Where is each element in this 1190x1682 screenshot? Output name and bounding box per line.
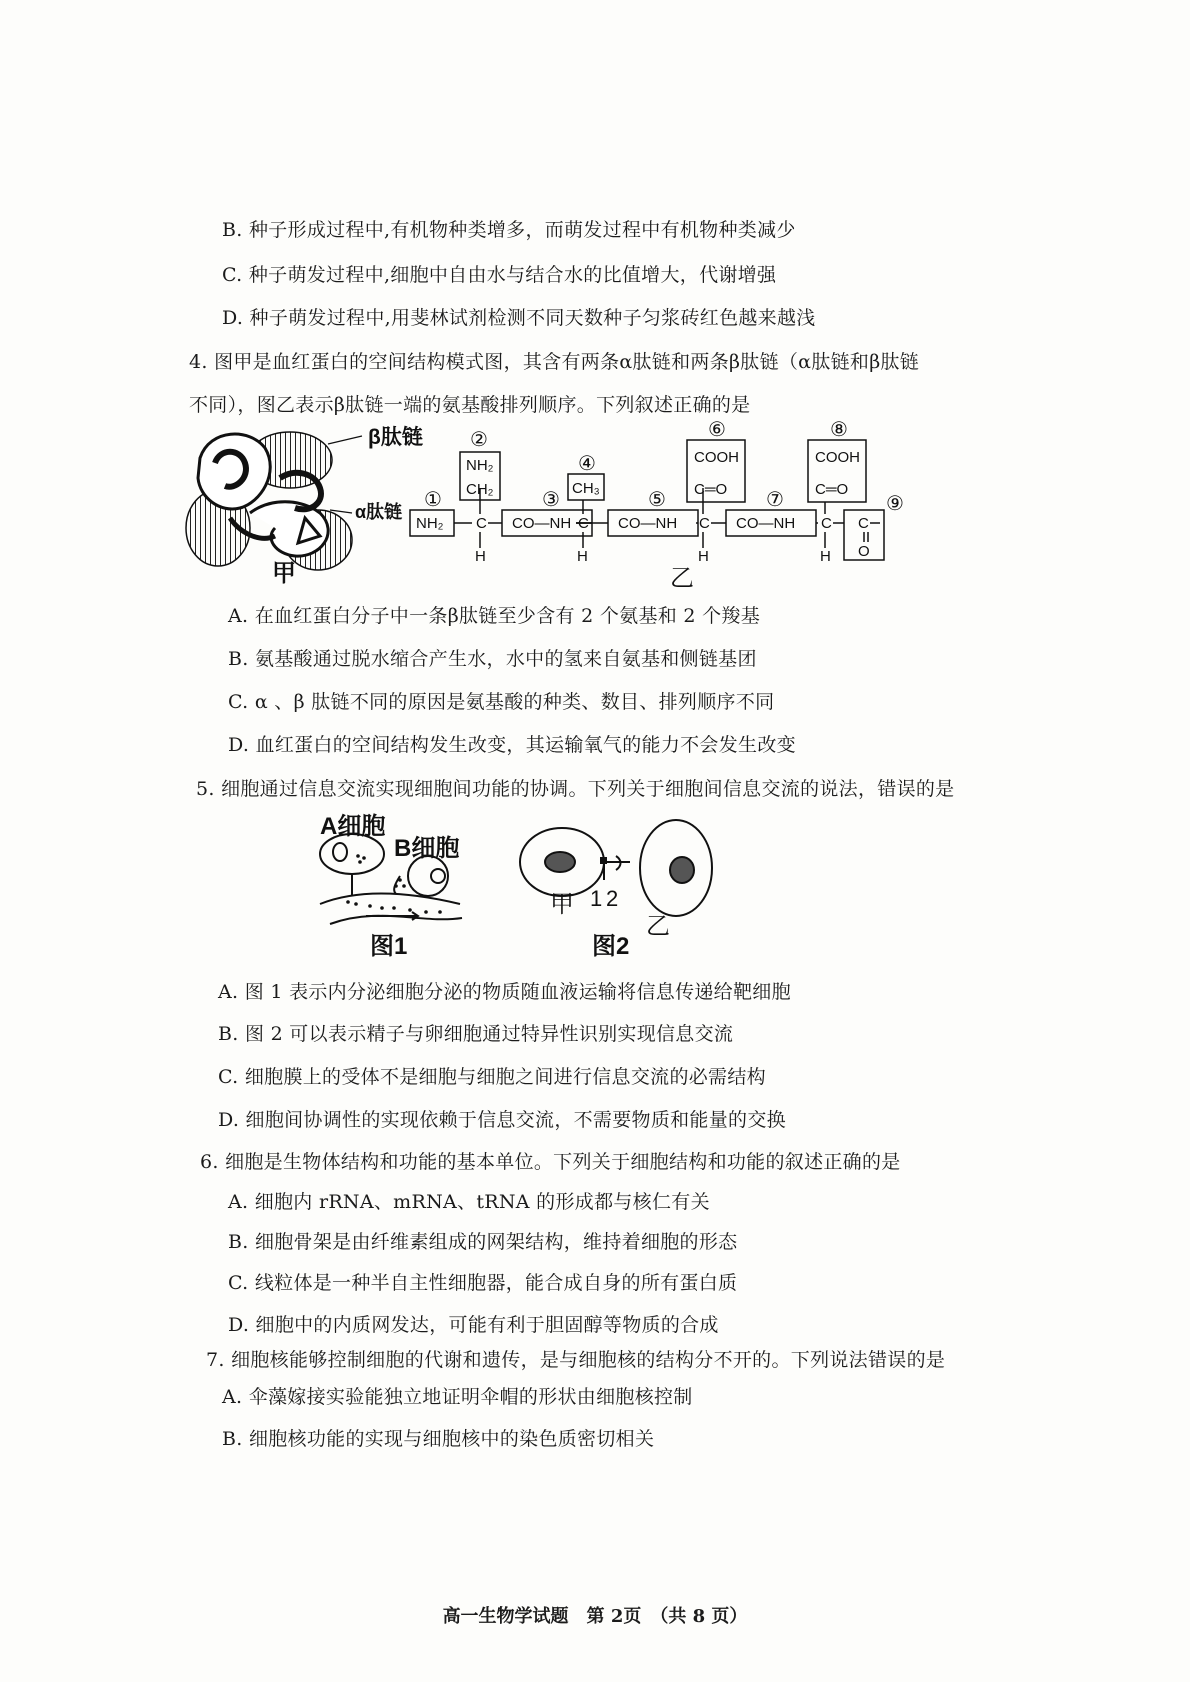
- marker-5: ⑤: [648, 489, 666, 511]
- marker-8: ⑧: [830, 419, 848, 441]
- peptide-bond-1: CO—NH: [512, 515, 572, 532]
- marker-9: ⑨: [886, 493, 904, 515]
- peptide-bond-2: CO—NH: [618, 515, 678, 532]
- marker-3: ③: [542, 489, 560, 511]
- q5-option-a: A. 图 1 表示内分泌细胞分泌的物质随血液运输将信息传递给靶细胞: [218, 981, 791, 1003]
- hydrogen-4: H: [820, 548, 831, 565]
- q4-option-b: B. 氨基酸通过脱水缩合产生水，水中的氢来自氨基和侧链基团: [228, 648, 757, 670]
- side-c-eq-o-2: C═O: [815, 481, 849, 498]
- q4-option-a: A. 在血红蛋白分子中一条β肽链至少含有 2 个氨基和 2 个羧基: [228, 605, 761, 627]
- hydrogen-2: H: [577, 548, 588, 565]
- hydrogen-3: H: [698, 548, 709, 565]
- q4-option-c: C. α 、β 肽链不同的原因是氨基酸的种类、数目、排列顺序不同: [228, 691, 775, 713]
- hydrogen-1: H: [475, 548, 486, 565]
- side-nh2: NH₂: [466, 457, 494, 474]
- alpha-carbon-3: C: [699, 515, 710, 532]
- fig2-jia-label: 甲: [550, 891, 574, 918]
- figure-jia-label: 甲: [272, 560, 296, 587]
- q6-option-a: A. 细胞内 rRNA、mRNA、tRNA 的形成都与核仁有关: [228, 1191, 710, 1213]
- peptide-bond-3: CO—NH: [736, 515, 796, 532]
- b-cell-label: B细胞: [394, 835, 460, 862]
- fig2-label-2: 2: [606, 886, 619, 911]
- q5-figure: [300, 806, 760, 976]
- alpha-carbon-4: C: [821, 515, 832, 532]
- figure2-label: 图2: [592, 933, 630, 960]
- marker-6: ⑥: [708, 419, 726, 441]
- q4-stem-line1: 4. 图甲是血红蛋白的空间结构模式图，其含有两条α肽链和两条β肽链（α肽链和β肽链: [189, 351, 920, 373]
- side-c-eq-o-1: C═O: [694, 481, 728, 498]
- beta-chain-label: β肽链: [368, 426, 423, 449]
- q7-option-b: B. 细胞核功能的实现与细胞核中的染色质密切相关: [222, 1428, 655, 1450]
- side-cooh-2: COOH: [815, 449, 860, 466]
- figure1-label: 图1: [370, 933, 408, 960]
- q6-option-d: D. 细胞中的内质网发达，可能有利于胆固醇等物质的合成: [228, 1314, 719, 1336]
- nh2-group: NH₂: [416, 515, 444, 532]
- q5-option-b: B. 图 2 可以表示精子与卵细胞通过特异性识别实现信息交流: [218, 1023, 734, 1045]
- q5-stem: 5. 细胞通过信息交流实现细胞间功能的协调。下列关于细胞间信息交流的说法，错误的是: [196, 778, 955, 800]
- a-cell-label: A细胞: [320, 813, 386, 840]
- carboxyl-oxygen: O: [858, 543, 870, 560]
- q3-option-d: D. 种子萌发过程中,用斐林试剂检测不同天数种子匀浆砖红色越来越浅: [222, 307, 816, 329]
- alpha-carbon-1: C: [476, 515, 487, 532]
- side-ch3: CH₃: [572, 480, 600, 497]
- q3-option-b: B. 种子形成过程中,有机物种类增多，而萌发过程中有机物种类减少: [222, 219, 796, 241]
- q5-option-d: D. 细胞间协调性的实现依赖于信息交流，不需要物质和能量的交换: [218, 1109, 786, 1131]
- q4-figure: [180, 418, 1120, 600]
- marker-4: ④: [578, 453, 596, 475]
- alpha-carbon-2: C: [578, 515, 589, 532]
- hemoglobin-diagram: [186, 432, 362, 570]
- q3-option-c: C. 种子萌发过程中,细胞中自由水与结合水的比值增大，代谢增强: [222, 264, 777, 286]
- carboxyl-carbon: C: [858, 515, 869, 532]
- marker-7: ⑦: [766, 489, 784, 511]
- side-ch2: CH₂: [466, 481, 494, 498]
- side-cooh-1: COOH: [694, 449, 739, 466]
- q4-stem-line2: 不同），图乙表示β肽链一端的氨基酸排列顺序。下列叙述正确的是: [189, 394, 751, 416]
- q4-option-d: D. 血红蛋白的空间结构发生改变，其运输氧气的能力不会发生改变: [228, 734, 796, 756]
- page-footer: 高一生物学试题 第 2页 （共 8 页）: [442, 1606, 748, 1627]
- marker-2: ②: [470, 429, 488, 451]
- q7-option-a: A. 伞藻嫁接实验能独立地证明伞帽的形状由细胞核控制: [222, 1386, 693, 1408]
- fig2-yi-label: 乙: [646, 913, 670, 940]
- marker-1: ①: [424, 489, 442, 511]
- q7-stem: 7. 细胞核能够控制细胞的代谢和遗传，是与细胞核的结构分不开的。下列说法错误的是: [206, 1349, 946, 1371]
- alpha-chain-label: α肽链: [355, 502, 403, 522]
- q5-option-c: C. 细胞膜上的受体不是细胞与细胞之间进行信息交流的必需结构: [218, 1066, 766, 1088]
- q6-stem: 6. 细胞是生物体结构和功能的基本单位。下列关于细胞结构和功能的叙述正确的是: [200, 1151, 901, 1173]
- figure-yi-label: 乙: [670, 565, 694, 592]
- q6-option-c: C. 线粒体是一种半自主性细胞器，能合成自身的所有蛋白质: [228, 1272, 738, 1294]
- fig2-label-1: 1: [590, 886, 603, 911]
- q6-option-b: B. 细胞骨架是由纤维素组成的网架结构，维持着细胞的形态: [228, 1231, 738, 1253]
